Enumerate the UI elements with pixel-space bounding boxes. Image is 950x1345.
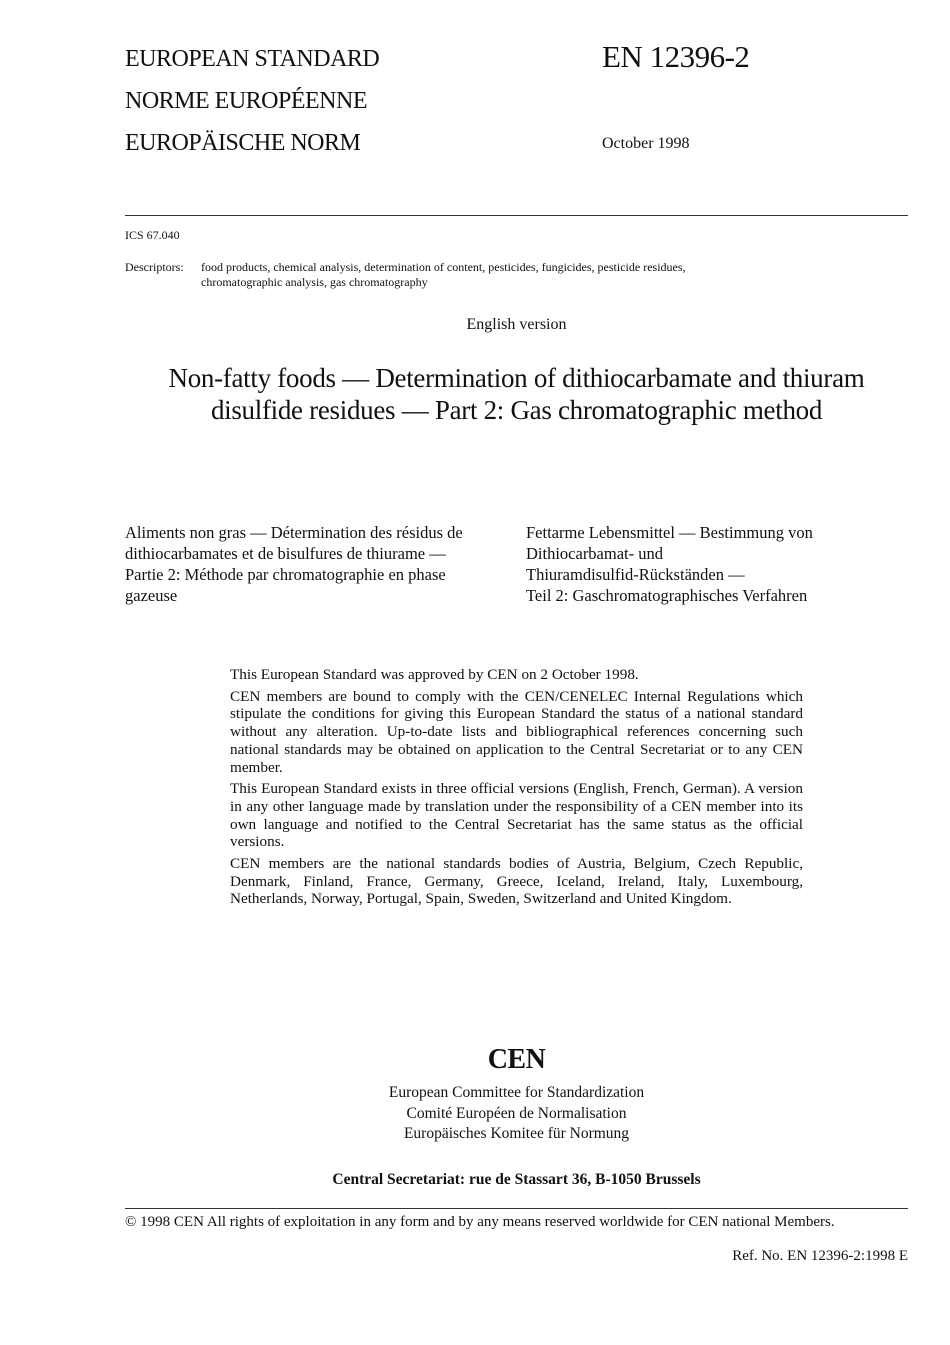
reference-number: Ref. No. EN 12396-2:1998 E [732,1248,908,1264]
document-title [125,362,908,426]
cen-names [125,1083,908,1145]
cen-name-french: Comité Européen de Normalisation [406,1104,627,1122]
cen-logo: CEN [487,1044,546,1075]
title-french-line: dithiocarbamates et de bisulfures de thiurame — [125,544,446,563]
publication-date: October 1998 [602,135,690,152]
standard-number: EN 12396-2 [602,39,750,74]
footer-divider [125,1208,908,1209]
title-line: Non-fatty foods — Determination of dithiocarbamate and thiuram [168,363,865,393]
note-paragraph: This European Standard was approved by CEN on 2 October 1998. [230,666,639,683]
cen-name-german: Europäisches Komitee für Normung [403,1125,630,1142]
ics-code: ICS 67.040 [125,228,180,242]
descriptors-list [201,260,686,290]
title-german [526,522,911,606]
heading-norme-europeenne: NORME EUROPÉENNE [125,88,367,114]
heading-european-standard: EUROPEAN STANDARD [125,46,380,72]
heading-europaische-norm: EUROPÄISCHE NORM [125,130,361,156]
title-german-line: Dithiocarbamat- und [526,544,663,563]
descriptors-label: Descriptors: [125,260,184,274]
title-german-line: Thiuramdisulfid-Rückständen — [526,565,745,584]
title-french-line: gazeuse [125,586,178,605]
note-paragraph: CEN members are bound to comply with the CEN/CENELEC Internal Regulations which stipulate the conditions for giving this European Standard the status of a national standard without any alteration. Up-to-date lists and bibliographical references concerning such national standards may be obtained on application to the Central Secretariat or to any CEN member. [230,687,803,776]
central-secretariat: Central Secretariat: rue de Stassart 36, B-1050 Brussels [332,1171,701,1188]
title-french [125,522,510,606]
title-french-line: Aliments non gras — Détermination des résidus de [125,523,463,542]
note-paragraph: CEN members are the national standards bodies of Austria, Belgium, Czech Republic, Denmark, Finland, France, Germany, Greece, Iceland, Ireland, Italy, Luxembourg, Netherlands, Norway, Portugal, Spain, Sweden, Switzerland and United Kingdom. [230,855,803,908]
cen-name-english: European Committee for Standardization [388,1084,645,1101]
descriptors-line: chromatographic analysis, gas chromatography [201,275,428,289]
title-german-line: Fettarme Lebensmittel — Bestimmung von [526,523,813,542]
approval-notes [230,666,803,912]
version-label: English version [466,316,567,333]
header-divider [125,215,908,216]
descriptors-line: food products, chemical analysis, determination of content, pesticides, fungicides, pesticide residues, [201,260,686,274]
descriptors [125,260,815,290]
title-line: disulfide residues — Part 2: Gas chromatographic method [210,395,823,425]
title-german-line: Teil 2: Gaschromatographisches Verfahren [526,586,808,605]
title-french-line: Partie 2: Méthode par chromatographie en phase [125,565,446,584]
copyright-notice: © 1998 CEN All rights of exploitation in any form and by any means reserved worldwide for CEN national Members. [125,1214,835,1230]
note-paragraph: This European Standard exists in three official versions (English, French, German). A version in any other language made by translation under the responsibility of a CEN member into its own language and notified to the Central Secretariat has the same status as the official versions. [230,780,803,851]
